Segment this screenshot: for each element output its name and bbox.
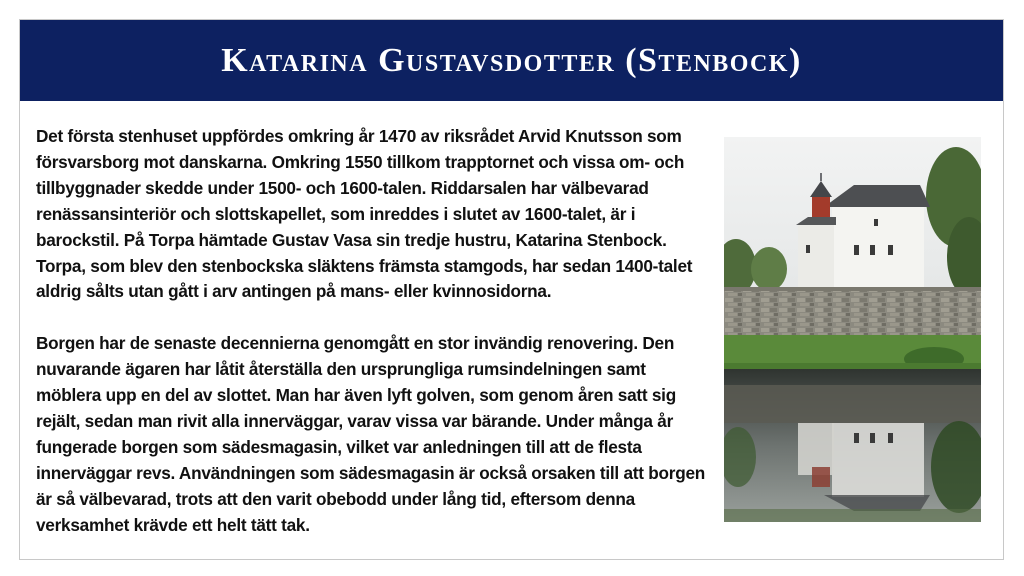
body-text [36, 124, 711, 538]
paragraph-history: Det första stenhuset uppfördes omkring år 1470 av riksrådet Arvid Knutsson som försvarsborg mot danskarna. Omkring 1550 tillkom trapptornet och vissa om- och tillbyggnader skedde under 1500- och 1600-talen. Riddarsalen har välbevarad renässansinteriör och slottskapellet, som inreddes i slutet av 1600-talet, är i barockstil. På Torpa hämtade Gustav Vasa sin tredje hustru, Katarina Stenbock. Torpa, som blev den stenbockska släktens främsta stamgods, har sedan 1400-talet aldrig sålts utan gått i arv antingen på mans- eller kvinnosidorna. [36, 126, 693, 302]
title-bar [20, 20, 1003, 101]
castle-photo [724, 137, 981, 522]
slide-title: Katarina Gustavsdotter (Stenbock) [221, 41, 802, 79]
paragraph-renovation: Borgen har de senaste decennierna genomgått en stor invändig renovering. Den nuvarande ägaren har låtit återställa den ursprungliga rumsindelningen samt möblera upp en del av slottet. Man har även lyft golven, som genom åren satt sig rejält, sedan man rivit alla innerväggar, varav vissa var bärande. Under många år fungerade borgen som sädesmagasin, vilket var anledningen till att de flesta innerväggar revs. Användningen som sädesmagasin är också orsaken till att borgen är så välbevarad, trots att den varit obebodd under lång tid, eftersom denna verksamhet krävde ett helt tätt tak. [36, 333, 706, 535]
